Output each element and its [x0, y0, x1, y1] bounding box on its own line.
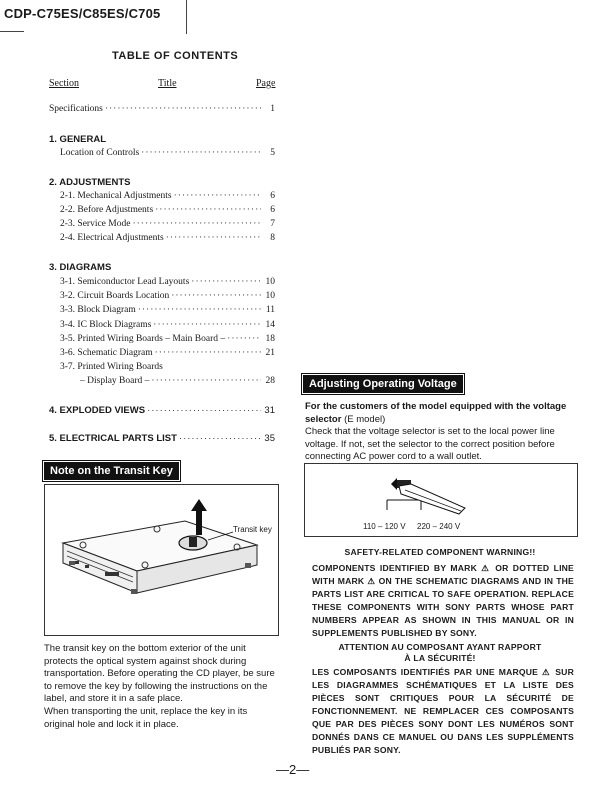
safety-text: COMPONENTS IDENTIFIED BY MARK ⚠ OR DOTTED LINE WITH MARK ⚠ ON THE SCHEMATIC DIAGRAMS AND IN THE PARTS LIST ARE CRITICAL TO SAFE OPERATION. REPLACE THESE COMPONENTS WITH SONY PARTS WHOSE PART NUMBERS APPEAR AS SHOWN IN THIS MANUAL OR IN SUPPLEMENTS PUBLISHED BY SONY.	[312, 563, 574, 638]
toc-row[interactable]: 3-7. Printed Wiring Boards	[60, 362, 163, 372]
safety-fr-title-1: ATTENTION AU COMPOSANT AYANT RAPPORT	[338, 642, 542, 652]
transit-key-callout: Transit key	[233, 525, 272, 534]
page-number: —2—	[276, 762, 310, 777]
voltage-heading: For the customers of the model equipped with the voltage selector (E model)	[305, 401, 567, 425]
toc-row[interactable]: 2-2. Before Adjustments ····· 6	[60, 205, 275, 215]
transit-paragraph-2: When transporting the unit, replace the key in its original hole and lock it in place.	[44, 706, 248, 730]
toc-row[interactable]: 3-2. Circuit Boards Location ····· 10	[60, 291, 275, 301]
cd-player-illustration	[45, 485, 278, 635]
toc-col-section: Section	[49, 78, 79, 89]
voltage-selector-figure	[304, 463, 578, 537]
toc-row[interactable]: 3-4. IC Block Diagrams ····· 14	[60, 320, 275, 330]
transit-key-banner: Note on the Transit Key	[44, 462, 179, 480]
toc-row-exploded-views[interactable]: 4. EXPLODED VIEWS ····· 31	[49, 405, 275, 416]
screwdriver-icon	[399, 484, 465, 514]
toc-row[interactable]: 2-1. Mechanical Adjustments ····· 6	[60, 191, 275, 201]
voltage-range-low: 110 – 120 V	[363, 522, 406, 531]
toc-col-title: Title	[158, 78, 177, 89]
toc-col-page: Page	[256, 78, 276, 89]
toc-row[interactable]: – Display Board – ····· 28	[80, 376, 275, 386]
toc-row[interactable]: 3-1. Semiconductor Lead Layouts ····· 10	[60, 277, 275, 287]
transit-paragraph-1: The transit key on the bottom exterior of the unit protects the optical system against shock during transportation. Before operating the CD player, be sure to remove the key by following the instructions on the label, and store it in a safe place.	[44, 643, 275, 704]
toc-row[interactable]: 2-3. Service Mode ····· 7	[60, 219, 275, 229]
toc-row-parts-list[interactable]: 5. ELECTRICAL PARTS LIST ····· 35	[49, 433, 275, 444]
voltage-banner: Adjusting Operating Voltage	[303, 375, 463, 393]
toc-row[interactable]: 3-5. Printed Wiring Boards – Main Board – ····· 18	[60, 334, 275, 344]
toc-section-diagrams: 3. DIAGRAMS	[49, 262, 112, 273]
header-rule	[0, 31, 24, 32]
transit-key-figure	[44, 484, 279, 636]
toc-label: Specifications	[49, 104, 103, 114]
toc-section-adjustments: 2. ADJUSTMENTS	[49, 177, 131, 188]
toc-row-specifications[interactable]	[49, 104, 275, 114]
safety-fr-title-2: À LA SÉCURITÉ!	[404, 653, 476, 663]
header-divider	[186, 0, 187, 34]
toc-section-general: 1. GENERAL	[49, 134, 107, 145]
toc-row[interactable]: 3-6. Schematic Diagram ····· 21	[60, 348, 275, 358]
toc-row[interactable]: 2-4. Electrical Adjustments ····· 8	[60, 233, 275, 243]
voltage-range-high: 220 – 240 V	[417, 522, 461, 531]
safety-title: SAFETY-RELATED COMPONENT WARNING!!	[344, 547, 536, 557]
safety-text-fr: LES COMPOSANTS IDENTIFIÉS PAR UNE MARQUE ⚠ SUR LES DIAGRAMMES SCHÉMATIQUES ET LA LISTE DES PIÈCES SONT CRITIQUES POUR LA SÉCURITÉ DE FONCTIONNEMENT. NE REMPLACER CES COMPOSANTS QUE PAR DES PIÈCES SONY DONT LES NUMÉROS SONT DONNÉS DANS CE MANUEL OU DANS LES SUPPLÉMENTS PUBLIÉS PAR SONY.	[312, 667, 574, 755]
voltage-instructions: Check that the voltage selector is set to the local power line voltage. If not, set the selector to the correct position before connecting AC power cord to a wall outlet.	[305, 426, 555, 462]
toc-row[interactable]: Location of Controls ····· 5	[60, 148, 275, 158]
toc-page: 1	[270, 104, 275, 114]
left-arrow-icon	[391, 478, 397, 490]
toc-row[interactable]: 3-3. Block Diagram ····· 11	[60, 305, 275, 315]
model-number-header: CDP-C75ES/C85ES/C705	[4, 6, 161, 21]
toc-title: TABLE OF CONTENTS	[112, 50, 239, 62]
